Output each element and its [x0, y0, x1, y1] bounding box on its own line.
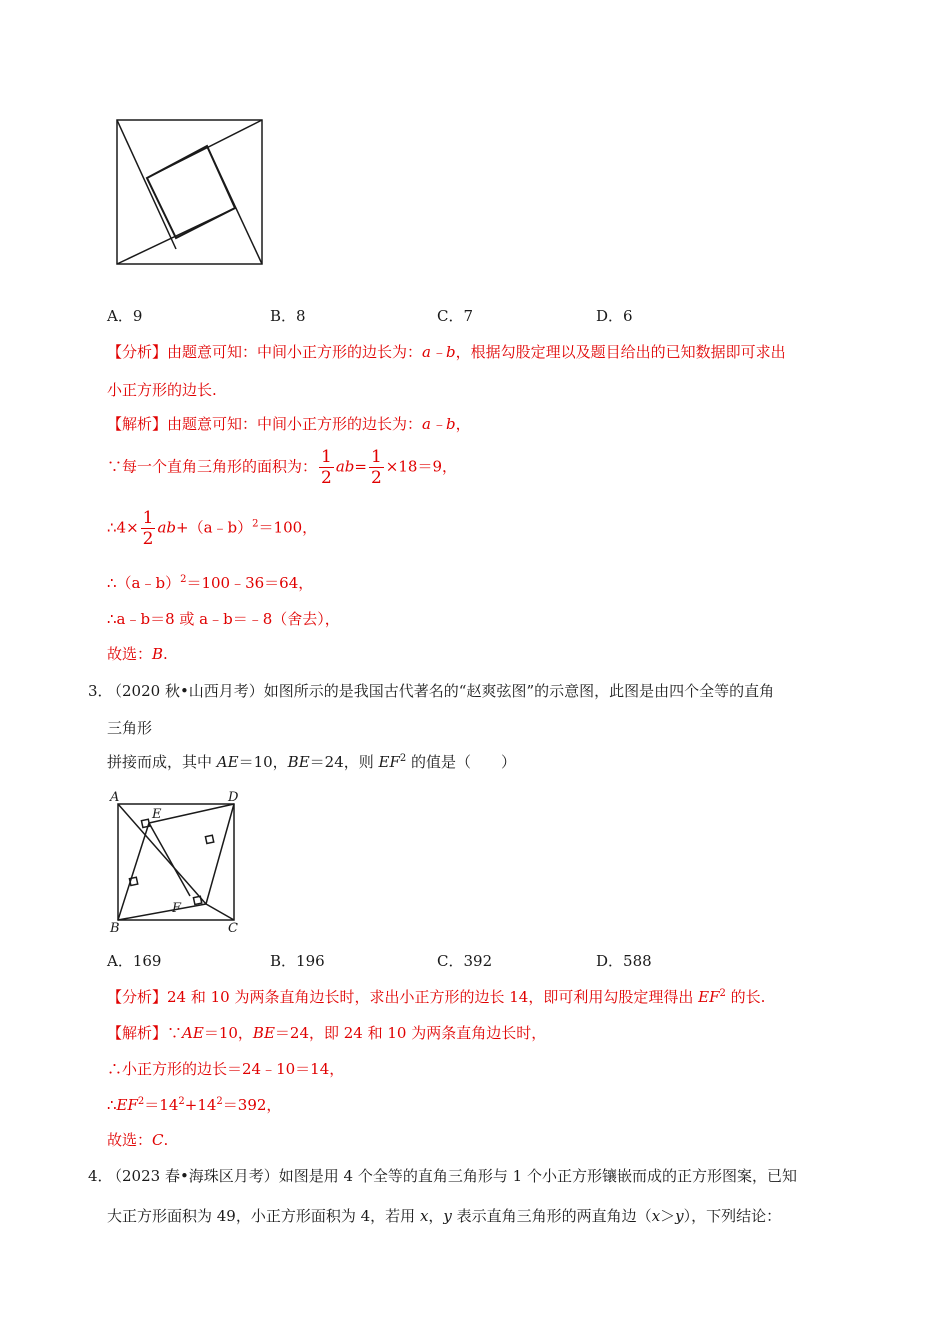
figure-zhao-shuang-diagram: [108, 786, 242, 934]
label-e: E: [152, 807, 162, 822]
q3-option-d[interactable]: D．588: [596, 952, 652, 970]
line-fc: [206, 904, 234, 920]
q3-option-b[interactable]: B．196: [270, 952, 325, 970]
figure-square-inner-square: [112, 116, 268, 268]
line-ac: [118, 804, 206, 904]
line-tl-tr-diag: [117, 120, 176, 249]
q3-option-a[interactable]: A．169: [107, 952, 162, 970]
q2-solution-line1: 【解析】由题意可知：中间小正方形的边长为：a﹣b，: [107, 415, 471, 433]
q3-text-line1: （2020 秋•山西月考）如图所示的是我国古代著名的“赵爽弦图”的示意图，此图是由四个全等的直角: [107, 682, 775, 700]
q2-option-a[interactable]: A．9: [107, 307, 143, 325]
q2-solution-line6: 故选：B.: [107, 645, 168, 663]
line-bf: [118, 904, 206, 920]
right-angle-mark-3: [129, 877, 137, 885]
line-dc: [206, 804, 234, 904]
label-d: D: [228, 790, 239, 805]
right-angle-mark-1: [141, 819, 149, 827]
label-c: C: [228, 921, 238, 934]
q2-solution-line2: ∵每一个直角三角形的面积为： $\frac{1}{2}$ ab= $\frac{1}{2}$ ×18＝9，: [107, 447, 457, 488]
q3-text-line3: 拼接而成，其中 AE＝10，BE＝24，则 $EF^2$ 的值是（ ）: [107, 753, 517, 771]
q4-number: 4．: [88, 1167, 113, 1185]
line-e-c: [149, 804, 234, 823]
q3-number: 3．: [88, 682, 113, 700]
q2-option-c[interactable]: C．7: [437, 307, 474, 325]
label-a: A: [110, 790, 120, 805]
q2-solution-line3: ∴4× $\frac{1}{2}$ ab+（a﹣b）$^2$＝100，: [107, 508, 318, 549]
q4-text-line1: （2023 春•海珠区月考）如图是用 4 个全等的直角三角形与 1 个小正方形镶嵌而成的正方形图案，已知: [107, 1167, 797, 1185]
q3-solution-line2: ∴小正方形的边长＝24﹣10＝14，: [107, 1060, 345, 1078]
outer-square: [117, 120, 262, 264]
line-ef: [149, 823, 190, 896]
q3-text-line2: 三角形: [107, 719, 153, 737]
label-b: B: [110, 921, 120, 934]
q2-analysis-line2: 小正方形的边长.: [107, 381, 217, 399]
right-angle-mark-2: [205, 835, 213, 843]
q2-option-b[interactable]: B．8: [270, 307, 306, 325]
right-angle-mark-4: [193, 896, 201, 904]
q3-option-c[interactable]: C．392: [437, 952, 493, 970]
q2-analysis-line1: 【分析】由题意可知：中间小正方形的边长为：a﹣b，根据勾股定理以及题目给出的已知数据即可求出: [107, 343, 786, 361]
line-be: [118, 823, 149, 920]
q2-solution-line4: ∴（a﹣b）$^2$＝100﹣36＝64，: [107, 574, 314, 592]
q2-option-d[interactable]: D．6: [596, 307, 633, 325]
q3-analysis: 【分析】24 和 10 为两条直角边长时，求出小正方形的边长 14，即可利用勾股定理得出 $EF^2$ 的长.: [107, 988, 766, 1006]
q3-solution-line4: 故选：C.: [107, 1131, 169, 1149]
q3-solution-line3: $\therefore EF^2=14^2+14^2=392$，: [107, 1096, 282, 1114]
inner-square: [147, 146, 235, 238]
q3-solution-line1: 【解析】∵AE＝10，BE＝24，即 24 和 10 为两条直角边长时，: [107, 1024, 547, 1042]
label-f: F: [172, 901, 182, 916]
q2-solution-line5: ∴a﹣b＝8 或 a﹣b＝﹣8（舍去），: [107, 610, 340, 628]
q4-text-line2: 大正方形面积为 49，小正方形面积为 4，若用 x，y 表示直角三角形的两直角边（x＞y），下列结论：: [107, 1207, 782, 1225]
